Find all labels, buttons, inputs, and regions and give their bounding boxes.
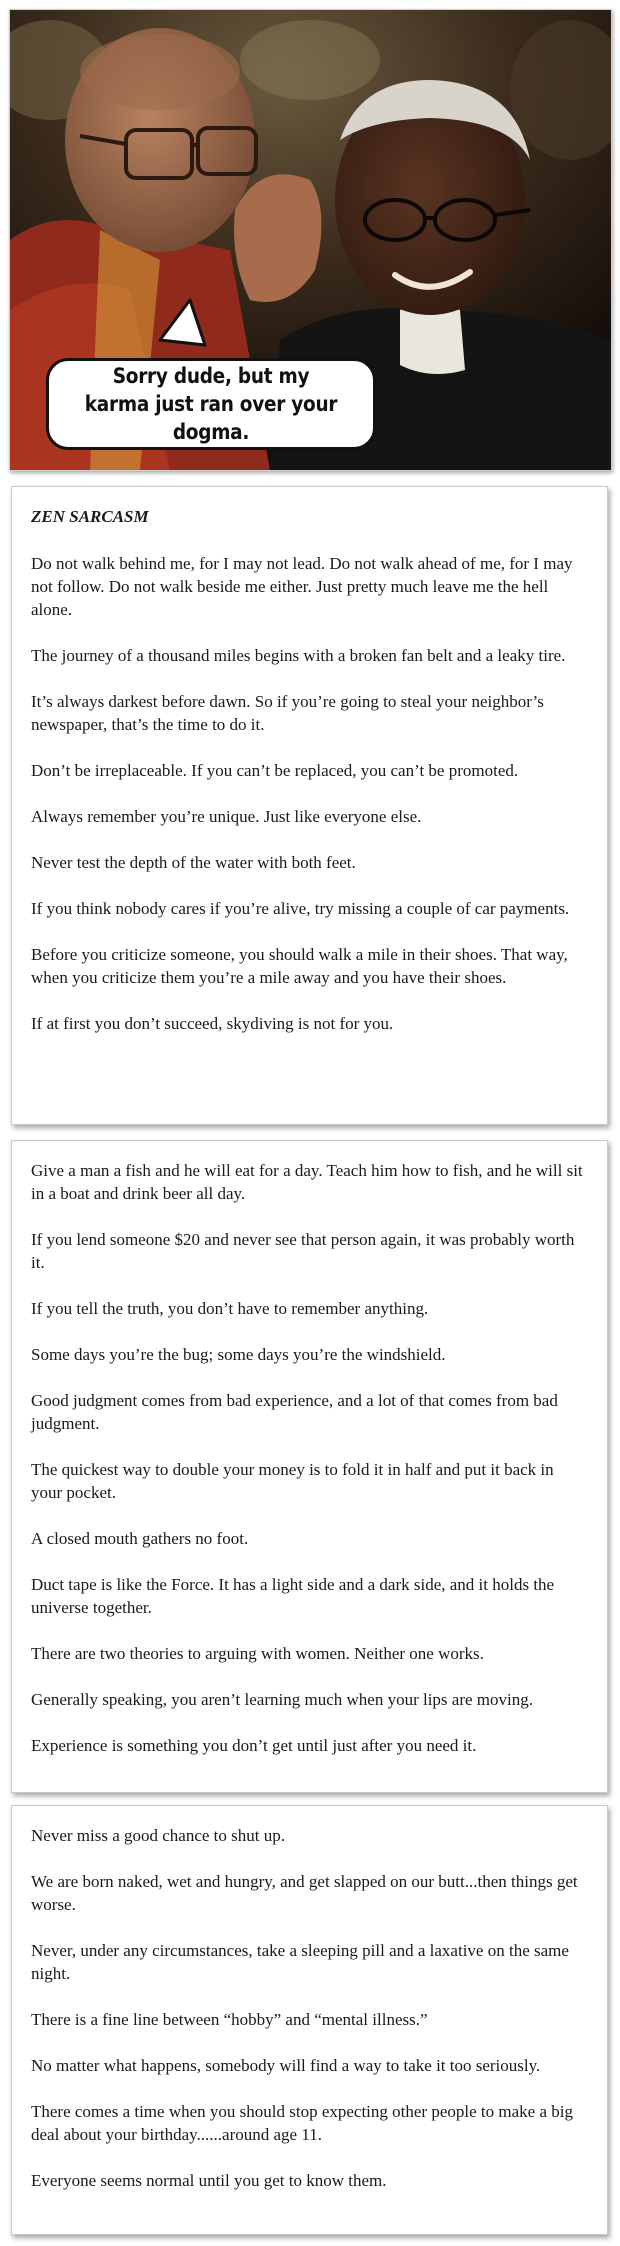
quote-item: There comes a time when you should stop expecting other people to make a big deal about your birthday......around age 11.: [31, 2102, 573, 2144]
quote-list: [31, 1159, 589, 1757]
quote-item: Experience is something you don’t get until just after you need it.: [31, 1736, 477, 1755]
quote-item: Do not walk behind me, for I may not lead. Do not walk ahead of me, for I may not follow. Do not walk beside me either. Just pretty much leave me the hell alone.: [31, 554, 573, 619]
quote-item: A closed mouth gathers no foot.: [31, 1529, 249, 1548]
speech-bubble: [46, 358, 376, 450]
quote-item: Give a man a fish and he will eat for a day. Teach him how to fish, and he will sit in a boat and drink beer all day.: [31, 1161, 583, 1203]
quote-item: No matter what happens, somebody will find a way to take it too seriously.: [31, 2056, 541, 2075]
quote-item: Some days you’re the bug; some days you’re the windshield.: [31, 1345, 446, 1364]
quote-item: If you tell the truth, you don’t have to remember anything.: [31, 1299, 429, 1318]
quote-item: Always remember you’re unique. Just like everyone else.: [31, 807, 422, 826]
quote-item: There are two theories to arguing with women. Neither one works.: [31, 1644, 484, 1663]
quote-panel-2: [11, 1140, 608, 1793]
quote-item: Everyone seems normal until you get to know them.: [31, 2171, 387, 2190]
quote-item: Before you criticize someone, you should walk a mile in their shoes. That way, when you criticize them you’re a mile away and you have their shoes.: [31, 945, 568, 987]
panel-title: ZEN SARCASM: [31, 507, 149, 526]
quote-item: The quickest way to double your money is to fold it in half and put it back in your pocket.: [31, 1460, 554, 1502]
quote-item: Generally speaking, you aren’t learning much when your lips are moving.: [31, 1690, 533, 1709]
speech-bubble-text: Sorry dude, but my karma just ran over your dogma.: [84, 364, 338, 444]
quote-item: Duct tape is like the Force. It has a light side and a dark side, and it holds the universe together.: [31, 1575, 555, 1617]
quote-panel-1: [11, 486, 608, 1125]
quote-item: The journey of a thousand miles begins with a broken fan belt and a leaky tire.: [31, 646, 566, 665]
quote-item: If you lend someone $20 and never see that person again, it was probably worth it.: [31, 1230, 575, 1272]
quote-list: [31, 552, 589, 1035]
quote-item: Good judgment comes from bad experience, and a lot of that comes from bad judgment.: [31, 1391, 558, 1433]
quote-list: [31, 1824, 589, 2192]
quote-item: If you think nobody cares if you’re alive, try missing a couple of car payments.: [31, 899, 570, 918]
quote-item: It’s always darkest before dawn. So if you’re going to steal your neighbor’s newspaper, that’s the time to do it.: [31, 692, 544, 734]
quote-panel-3: [11, 1805, 608, 2235]
quote-item: Never test the depth of the water with both feet.: [31, 853, 356, 872]
quote-item: There is a fine line between “hobby” and “mental illness.”: [31, 2010, 428, 2029]
quote-item: We are born naked, wet and hungry, and get slapped on our butt...then things get worse.: [31, 1872, 578, 1914]
quote-item: Never, under any circumstances, take a sleeping pill and a laxative on the same night.: [31, 1941, 569, 1983]
meme-photo: [9, 9, 612, 471]
quote-item: If at first you don’t succeed, skydiving is not for you.: [31, 1014, 394, 1033]
quote-item: Never miss a good chance to shut up.: [31, 1826, 285, 1845]
quote-item: Don’t be irreplaceable. If you can’t be replaced, you can’t be promoted.: [31, 761, 519, 780]
